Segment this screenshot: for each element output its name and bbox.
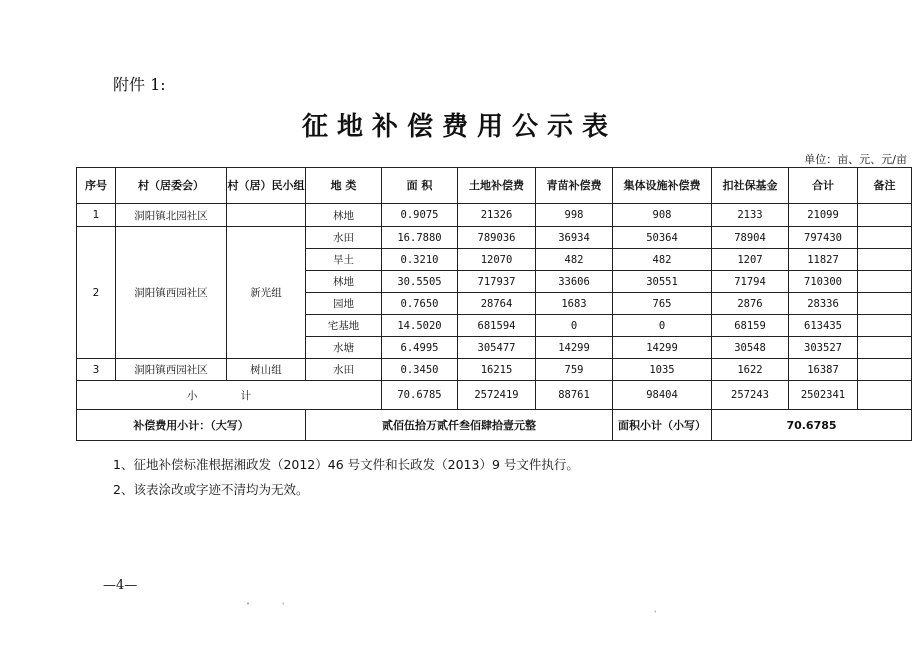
cell-total: 613435 xyxy=(789,315,858,337)
subtotal-row xyxy=(77,381,912,410)
cell-group xyxy=(227,204,306,227)
attachment-label: 附件 1: xyxy=(113,75,166,94)
cell-crop-comp: 33606 xyxy=(536,271,613,293)
cell-area: 6.4995 xyxy=(382,337,458,359)
cell-social: 2133 xyxy=(712,204,789,227)
cell-land-type: 旱土 xyxy=(306,249,382,271)
cell-land-type: 水田 xyxy=(306,227,382,249)
cell-social: 78904 xyxy=(712,227,789,249)
cell-area: 0.7650 xyxy=(382,293,458,315)
cell-facility: 50364 xyxy=(613,227,712,249)
cell-land-type: 林地 xyxy=(306,204,382,227)
cell-land-type: 宅基地 xyxy=(306,315,382,337)
area-subtotal-value: 70.6785 xyxy=(712,410,912,441)
cell-remark xyxy=(858,359,912,381)
cell-area: 0.3210 xyxy=(382,249,458,271)
table-row xyxy=(77,227,912,249)
cell-total: 797430 xyxy=(789,227,858,249)
cell-total: 21099 xyxy=(789,204,858,227)
cell-crop-comp: 482 xyxy=(536,249,613,271)
cell-crop-comp: 1683 xyxy=(536,293,613,315)
cell-remark xyxy=(858,204,912,227)
scan-speck: ˈ xyxy=(282,602,285,611)
cell-land-comp: 28764 xyxy=(458,293,536,315)
subtotal-social: 257243 xyxy=(712,381,789,410)
subtotal-crop-comp: 88761 xyxy=(536,381,613,410)
cell-group: 新光组 xyxy=(227,227,306,359)
subtotal-land-comp: 2572419 xyxy=(458,381,536,410)
scan-speck: ˈ xyxy=(654,610,657,619)
cell-social: 71794 xyxy=(712,271,789,293)
page-number: —4— xyxy=(103,578,138,593)
cell-social: 30548 xyxy=(712,337,789,359)
cell-village: 洞阳镇西园社区 xyxy=(116,227,227,359)
compensation-table xyxy=(76,167,912,441)
cell-remark xyxy=(858,315,912,337)
summary-row xyxy=(77,410,912,441)
cell-area: 30.5505 xyxy=(382,271,458,293)
cell-crop-comp: 14299 xyxy=(536,337,613,359)
cell-remark xyxy=(858,271,912,293)
header-group: 村（居）民小组 xyxy=(227,168,306,204)
cell-facility: 14299 xyxy=(613,337,712,359)
cell-remark xyxy=(858,293,912,315)
cell-remark xyxy=(858,337,912,359)
header-area: 面 积 xyxy=(382,168,458,204)
cell-social: 1207 xyxy=(712,249,789,271)
cell-land-comp: 789036 xyxy=(458,227,536,249)
cell-social: 1622 xyxy=(712,359,789,381)
cell-area: 0.9075 xyxy=(382,204,458,227)
cell-facility: 0 xyxy=(613,315,712,337)
cell-facility: 482 xyxy=(613,249,712,271)
table-row xyxy=(77,204,912,227)
cell-village: 洞阳镇北园社区 xyxy=(116,204,227,227)
cell-village: 洞阳镇西园社区 xyxy=(116,359,227,381)
header-seq: 序号 xyxy=(77,168,116,204)
header-land-comp: 土地补偿费 xyxy=(458,168,536,204)
cell-seq: 1 xyxy=(77,204,116,227)
cell-total: 11827 xyxy=(789,249,858,271)
cell-facility: 765 xyxy=(613,293,712,315)
header-facility: 集体设施补偿费 xyxy=(613,168,712,204)
notes xyxy=(113,452,579,502)
cell-facility: 1035 xyxy=(613,359,712,381)
cell-social: 68159 xyxy=(712,315,789,337)
header-total: 合计 xyxy=(789,168,858,204)
cell-area: 14.5020 xyxy=(382,315,458,337)
cell-land-comp: 16215 xyxy=(458,359,536,381)
cell-land-comp: 681594 xyxy=(458,315,536,337)
note-item: 2、该表涂改或字迹不清均为无效。 xyxy=(113,482,309,497)
header-remark: 备注 xyxy=(858,168,912,204)
cell-land-comp: 717937 xyxy=(458,271,536,293)
header-crop-comp: 青苗补偿费 xyxy=(536,168,613,204)
cell-remark xyxy=(858,227,912,249)
scan-speck: ˄ xyxy=(246,602,250,611)
area-subtotal-label: 面积小计（小写） xyxy=(613,410,712,441)
cell-remark xyxy=(858,249,912,271)
table-header-row xyxy=(77,168,912,204)
subtotal-label: 小 计 xyxy=(77,381,382,410)
page-title: 征地补偿费用公示表 xyxy=(301,112,617,142)
cell-land-comp: 21326 xyxy=(458,204,536,227)
cell-land-type: 林地 xyxy=(306,271,382,293)
cell-seq: 2 xyxy=(77,227,116,359)
cell-social: 2876 xyxy=(712,293,789,315)
fee-words-value: 贰佰伍拾万贰仟叁佰肆拾壹元整 xyxy=(306,410,613,441)
table-row xyxy=(77,359,912,381)
cell-total: 16387 xyxy=(789,359,858,381)
cell-crop-comp: 998 xyxy=(536,204,613,227)
unit-label: 单位：亩、元、元/亩 xyxy=(804,153,907,166)
cell-crop-comp: 0 xyxy=(536,315,613,337)
subtotal-remark xyxy=(858,381,912,410)
cell-seq: 3 xyxy=(77,359,116,381)
cell-total: 710300 xyxy=(789,271,858,293)
header-village: 村（居委会） xyxy=(116,168,227,204)
cell-land-type: 水塘 xyxy=(306,337,382,359)
subtotal-facility: 98404 xyxy=(613,381,712,410)
cell-land-comp: 305477 xyxy=(458,337,536,359)
cell-land-type: 园地 xyxy=(306,293,382,315)
cell-facility: 30551 xyxy=(613,271,712,293)
cell-crop-comp: 36934 xyxy=(536,227,613,249)
note-item: 1、征地补偿标准根据湘政发（2012）46 号文件和长政发（2013）9 号文件执行。 xyxy=(113,457,579,472)
cell-total: 303527 xyxy=(789,337,858,359)
cell-crop-comp: 759 xyxy=(536,359,613,381)
cell-area: 16.7880 xyxy=(382,227,458,249)
cell-land-comp: 12070 xyxy=(458,249,536,271)
subtotal-total: 2502341 xyxy=(789,381,858,410)
cell-facility: 908 xyxy=(613,204,712,227)
header-land-type: 地 类 xyxy=(306,168,382,204)
cell-land-type: 水田 xyxy=(306,359,382,381)
cell-total: 28336 xyxy=(789,293,858,315)
header-social: 扣社保基金 xyxy=(712,168,789,204)
cell-group: 树山组 xyxy=(227,359,306,381)
cell-area: 0.3450 xyxy=(382,359,458,381)
fee-words-label: 补偿费用小计：（大写） xyxy=(77,410,306,441)
subtotal-area: 70.6785 xyxy=(382,381,458,410)
